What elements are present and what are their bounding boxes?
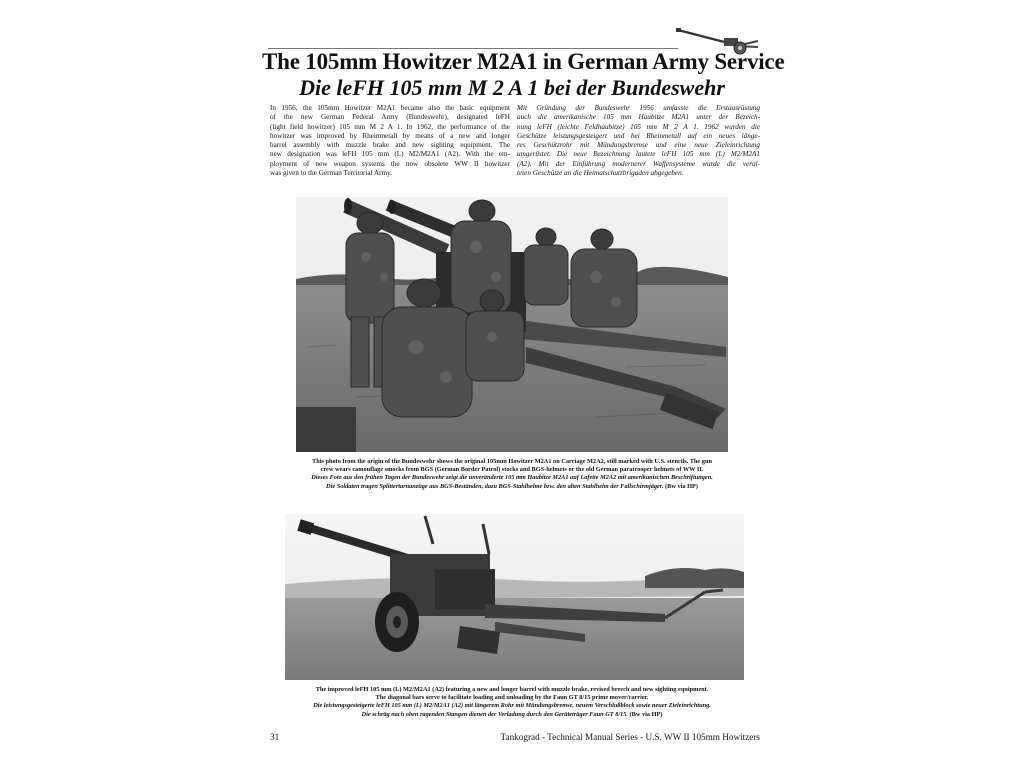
page-number: 31 [270,732,280,742]
body-line: teten Geschütze an die Heimatschutzbrigaden abgegeben. [517,169,684,178]
body-line: nung leFH (leichte Feldhaubitze) 105 mm M 2 A 1. 1962 wurden die [517,122,760,131]
caption-line: The improved leFH 105 mm (L) M2/M2A1 (A2) featuring a new and longer barrel with muzzle brake, revised breech and new sighting equipment. [315,686,709,693]
body-line: umgerüstet. Die neue Bezeichnung lautete leFH 105 mm (L) M2/M2A1 [517,150,760,159]
body-line: res Geschützrohr mit Mündungsbremse und eine neue Zieleinrichtung [517,141,760,150]
caption-text: Die schräg nach oben ragenden Stangen dienen der Verladung durch den Geräteträger Faun GT 8/15. [361,710,628,718]
caption-line: crew wears camouflage smocks from BGS (German Border Patrol) stocks and BGS-helmets or the old German paratrooper helmets of WW II. [320,466,704,474]
body-line: new designation was leFH 105 mm (L) M2/M2A1 (A2). With the em- [270,150,510,159]
photo-improved-howitzer [285,514,744,680]
series-title: Tankograd - Technical Manual Series - U.S. WW II 105mm Howitzers [500,732,760,742]
german-body-text [517,104,760,178]
photo-credit: (Bw via HP) [627,710,663,718]
caption-line [262,711,762,719]
body-line: Geschütze leistungsgesteigert und bei Rheinmetall auf ein neues länge- [517,131,760,140]
photo-caption-1 [262,458,762,491]
caption-line: The diagonal bars serve to facilitate loading and unloading by the Faun GT 8/15 prime mover/carrier. [375,694,649,702]
caption-line: This photo from the origin of the Bundeswehr shows the original 105mm Howitzer M2A1 on Carriage M2A2, still marked with U.S. stencils. The gun [312,458,712,465]
body-line: (A2). Mit der Einführung modernerer Waffensysteme wurde die veral- [517,159,760,168]
caption-text: Die Soldaten tragen Splittertarnanzüge aus BGS-Beständen, dazu BGS-Stahlhelme bzw. den alten Stahlhelm der Fallschirmjäger. [326,482,664,490]
caption-line: Dieses Foto aus den frühen Tagen der Bundeswehr zeigt die unveränderte 105 mm Haubitze M2A1 auf Lafette M2A2 mit amerikanischen Beschriftungen. [311,474,713,482]
body-line: of the new German Federal Army (Bundeswehr), designated leFH [270,113,510,122]
body-line: Mit Gründung der Bundeswehr 1956 umfasste die Erstausrüstung [517,104,760,112]
body-line: ployment of new weapon systems the now obsolete WW II howitzer [270,159,510,168]
body-line: barrel assembly with muzzle brake and new sighting equipment. The [270,141,510,150]
page-title-english: The 105mm Howitzer M2A1 in German Army Service [262,49,785,74]
photo-caption-2 [262,686,762,719]
body-line: In 1956, the 105mm Howitzer M2A1 became also the basic equipment [270,104,510,112]
body-line: (light field howitzer) 105 mm M 2 A 1. In 1962, the performance of the [270,122,510,131]
photo-credit: (Bw via HP) [663,482,698,490]
body-line: auch die amerikanische 105 mm Haubitze M2A1 unter der Bezeich- [517,113,760,122]
english-body-text [270,104,510,178]
page-title-german: Die leFH 105 mm M 2 A 1 bei der Bundeswehr [299,75,725,100]
caption-line [262,483,762,491]
body-line: howitzer was improved by Rheinmetall by means of a new and longer [270,131,510,140]
photo-gun-crew [296,197,728,452]
body-line: was given to the German Territorial Army. [270,169,393,178]
caption-line: Die leistungsgesteigerte leFH 105 mm (L) M2/M2A1 (A2) mit längerem Rohr mit Mündungsbremse, neuem Verschlußblock sowie neuer Zieleinrichtung. [313,702,711,710]
